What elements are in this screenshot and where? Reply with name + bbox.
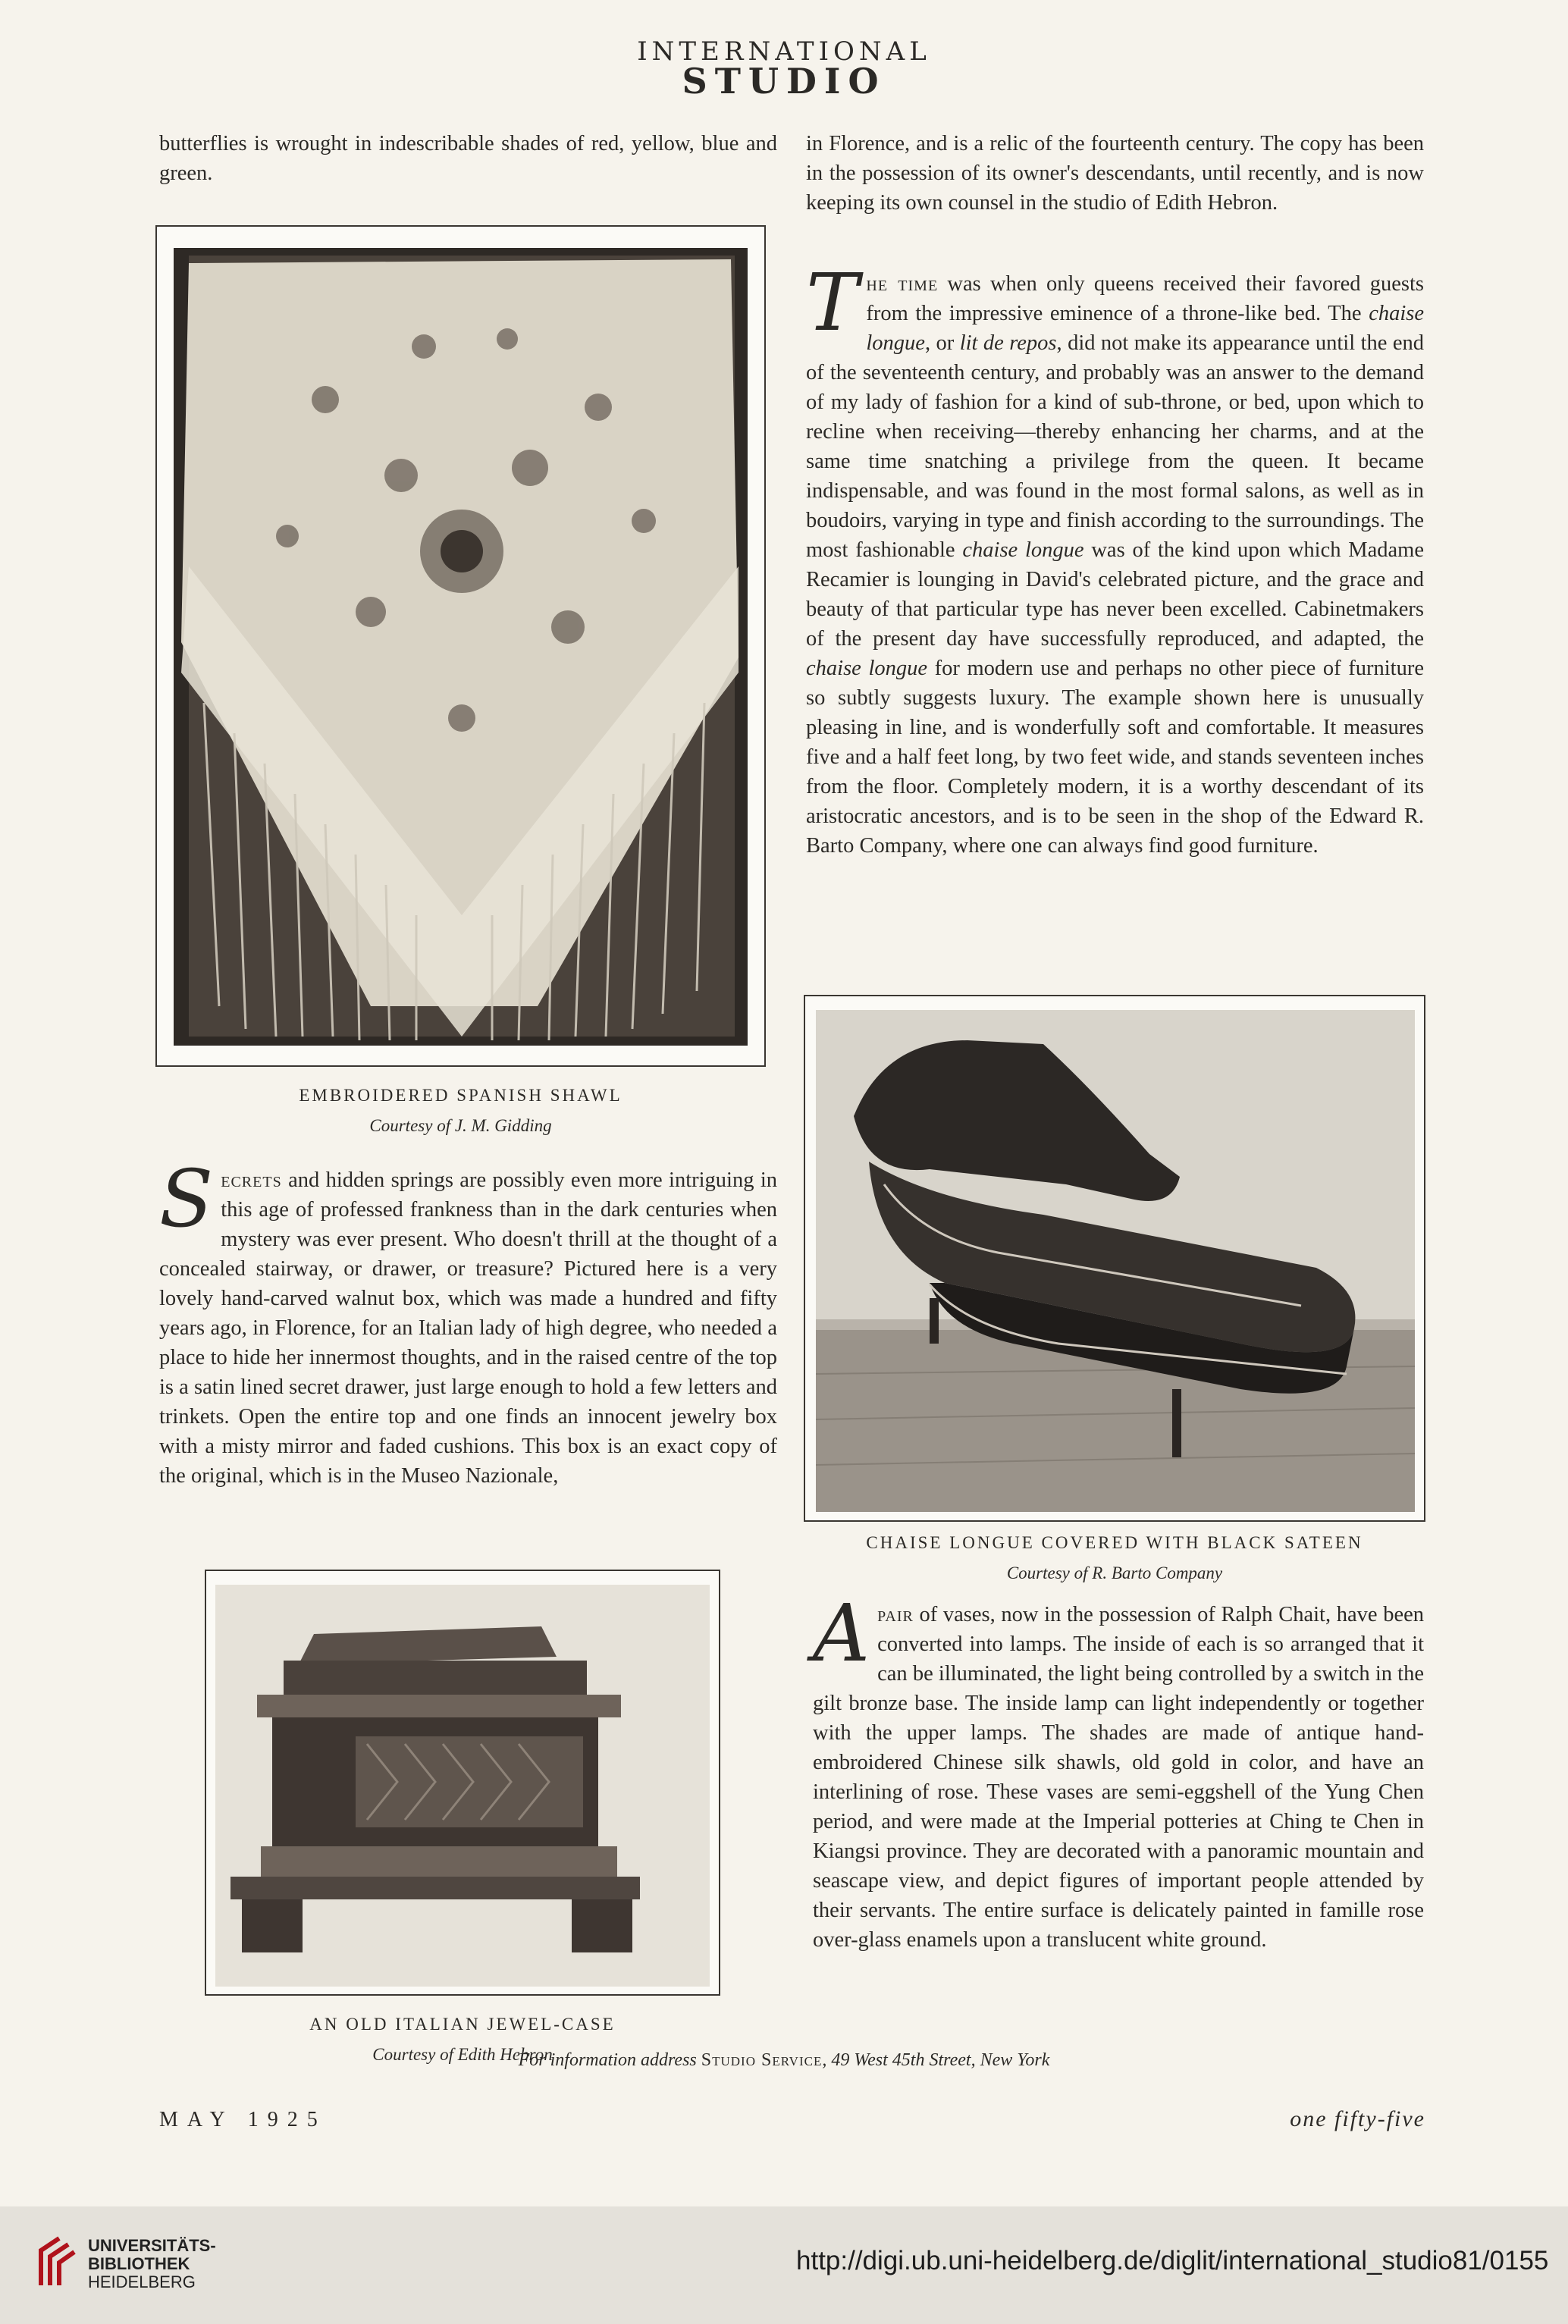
jewel-case-photo-frame <box>205 1570 720 1996</box>
shawl-photo <box>174 248 748 1046</box>
jewel-case-photo <box>215 1585 710 1987</box>
vases-lead: pair <box>877 1603 914 1626</box>
chaise-caption: CHAISE LONGUE COVERED WITH BLACK SATEEN <box>866 1533 1363 1552</box>
secrets-lead: ecrets <box>221 1168 282 1192</box>
left-column-intro: butterflies is wrought in indescribable shades of red, yellow, blue and green. <box>159 132 777 185</box>
dropcap-t: T <box>806 256 859 349</box>
source-url-link[interactable]: http://digi.ub.uni-heidelberg.de/diglit/international_studio81/0155 <box>796 2246 1549 2275</box>
university-logo <box>36 2235 79 2294</box>
right-column-intro: in Florence, and is a relic of the fourteenth century. The copy has been in the possession of its owner's descendants, until recently, and is now keeping its own counsel in the studio of Edith Hebron. <box>806 132 1424 215</box>
shawl-caption: EMBROIDERED SPANISH SHAWL <box>299 1086 622 1105</box>
shawl-credit: Courtesy of J. M. Gidding <box>369 1116 552 1135</box>
vases-paragraph <box>813 1587 1424 1955</box>
dropcap-a: A <box>813 1587 870 1679</box>
chaise-credit: Courtesy of R. Barto Company <box>1006 1563 1223 1582</box>
folio-date: MAY 1925 <box>159 2108 327 2131</box>
masthead-international: INTERNATIONAL <box>637 36 931 67</box>
jewel-case-credit: Courtesy of Edith Hebron <box>372 2045 553 2064</box>
shawl-photo-frame <box>155 225 766 1067</box>
secrets-paragraph <box>159 1153 777 1491</box>
embroidered-shawl-image <box>174 248 748 1046</box>
library-logo-icon <box>36 2235 79 2290</box>
secrets-body: and hidden springs are possibly even more intriguing in this age of professed frankness than in the dark centuries when mystery was ever present. Who doesn't thrill at the thought of a concealed stairway, or drawer, or treasure? Pictured here is a very lovely hand-carved walnut box, which was made a hundred and fifty years ago, in Florence, for an Italian lady of high degree, who needed a place to hide her innermost thoughts, and in the raised centre of the top is a satin lined secret drawer, just large enough to hold a few letters and trinkets. Open the entire top and one finds an innocent jewelry box with a misty mirror and faded cushions. This box is an exact copy of the original, which is in the Museo Nazionale, <box>159 1168 777 1488</box>
dropcap-s: S <box>159 1153 214 1245</box>
jewel-case-caption: AN OLD ITALIAN JEWEL-CASE <box>309 2015 616 2034</box>
masthead-studio: STUDIO <box>682 61 886 102</box>
library-name: UNIVERSITÄTS- BIBLIOTHEK HEIDELBERG <box>88 2236 216 2291</box>
vases-body: of vases, now in the possession of Ralph Chait, have been converted into lamps. The inside of each is so arranged that it can be illuminated, the light being controlled by a switch in the gilt bronze base. The inside lamp can light independently or together with the upper lamps. The shades are made of antique hand-embroidered Chinese silk shawls, old gold in color, and have an interlining of rose. These vases are semi-eggshell of the Yung Chen period, and were made at the Imperial potteries at Ching te Chen in Kiangsi province. They are decorated with a panoramic mountain and seascape view, and depict figures of important people attended by their servants. The entire surface is delicately painted in famille rose over-glass enamels upon a translucent white ground. <box>813 1603 1424 1952</box>
folio-page-number: one fifty-five <box>1290 2106 1425 2131</box>
studio-service-line: For information address Studio Service, 49 West 45th Street, New York <box>518 2050 1050 2070</box>
jewel-case-image <box>215 1585 710 1987</box>
chaise-history-paragraph: The time was when only queens received their favored guests from the impressive eminence of a throne-like bed. The chaise longue, or lit de repos, did not make its appearance until the end of the seventeenth century, and probably was an answer to the demand of my lady of fashion for a kind of sub-throne, or bed, upon which to recline when receiving—thereby enhancing her charms, and at the same time snatching a privilege from the queen. It became indispensable, and was found in the most formal salons, as well as in boudoirs, varying in type and finish according to the surroundings. The most fashionable chaise longue was of the kind upon which Madame Recamier is lounging in David's celebrated picture, and the grace and beauty of that particular type has never been excelled. Cabinetmakers of the present day have successfully reproduced, and adapted, the chaise longue for modern use and perhaps no other piece of furniture so subtly suggests luxury. The example shown here is unusually pleasing in line, and is wonderfully soft and comfortable. It measures five and a half feet long, by two feet wide, and stands seventeen inches from the floor. Completely modern, it is a worthy descendant of its aristocratic ancestors, and is to be seen in the shop of the Edward R. Barto Company, where one can always find good furniture. <box>806 256 1424 858</box>
chaise-photo <box>816 1010 1415 1512</box>
chaise-lead: he time <box>866 272 939 296</box>
chaise-photo-frame <box>804 995 1425 1522</box>
chaise-longue-image <box>816 1010 1415 1512</box>
